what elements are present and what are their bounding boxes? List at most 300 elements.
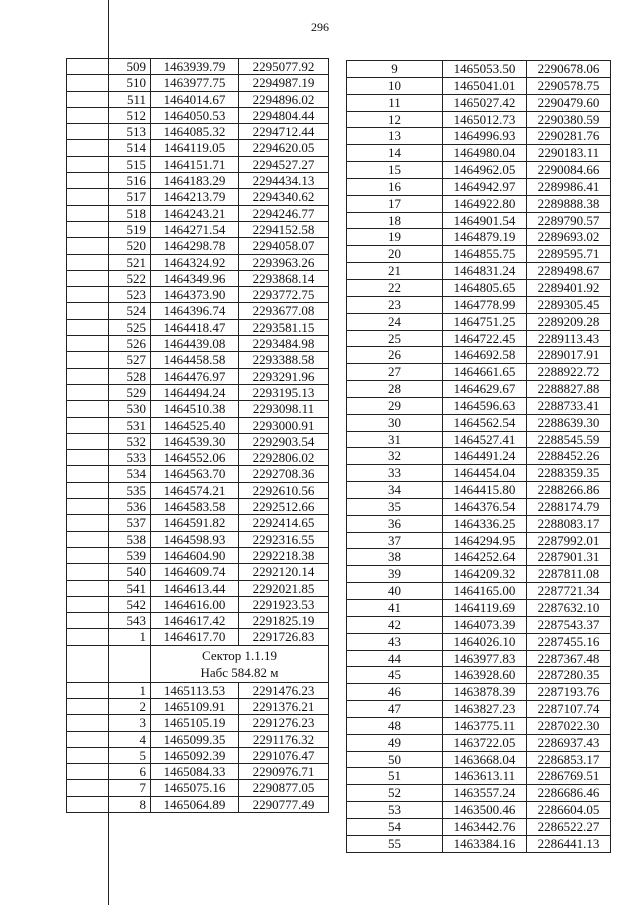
coord-x: 1465092.39	[151, 747, 239, 763]
point-number: 531	[67, 417, 151, 433]
table-row	[347, 246, 611, 263]
point-number: 20	[347, 246, 443, 263]
coord-x: 1464629.67	[443, 381, 527, 398]
sector-title: Сектор 1.1.19	[201, 647, 277, 663]
table-row	[67, 715, 329, 731]
point-number: 37	[347, 532, 443, 549]
point-number: 52	[347, 785, 443, 802]
coord-x: 1465064.89	[151, 796, 239, 812]
coord-y: 2293772.75	[239, 287, 329, 303]
coord-y: 2288359.35	[527, 465, 611, 482]
coord-y: 2288922.72	[527, 364, 611, 381]
coord-x: 1464085.32	[151, 124, 239, 140]
point-number: 518	[67, 205, 151, 221]
point-number: 539	[67, 547, 151, 563]
point-number: 29	[347, 397, 443, 414]
coord-y: 2289790.57	[527, 212, 611, 229]
table-row	[67, 780, 329, 796]
point-number: 534	[67, 466, 151, 482]
coordinates-table-left	[66, 58, 329, 813]
point-number: 519	[67, 221, 151, 237]
sector-header	[151, 645, 329, 682]
point-number: 525	[67, 319, 151, 335]
coord-y: 2290183.11	[527, 145, 611, 162]
coord-y: 2291276.23	[239, 715, 329, 731]
coord-y: 2290678.06	[527, 61, 611, 78]
point-number: 533	[67, 450, 151, 466]
point-number: 13	[347, 128, 443, 145]
coord-y: 2292708.36	[239, 466, 329, 482]
coord-x: 1464661.65	[443, 364, 527, 381]
point-number: 522	[67, 270, 151, 286]
coord-y: 2293581.15	[239, 319, 329, 335]
point-number: 34	[347, 482, 443, 499]
point-number: 517	[67, 189, 151, 205]
table-row	[347, 785, 611, 802]
coord-x: 1464376.54	[443, 498, 527, 515]
table-row	[67, 417, 329, 433]
coord-y: 2287811.08	[527, 566, 611, 583]
table-row	[67, 433, 329, 449]
point-number: 7	[67, 780, 151, 796]
table-row	[67, 515, 329, 531]
coord-x: 1463775.11	[443, 717, 527, 734]
coord-y: 2291176.32	[239, 731, 329, 747]
coord-x: 1464271.54	[151, 221, 239, 237]
coord-x: 1464373.90	[151, 287, 239, 303]
coord-x: 1464596.63	[443, 397, 527, 414]
table-row	[347, 802, 611, 819]
point-number: 17	[347, 195, 443, 212]
table-row	[347, 381, 611, 398]
point-number: 21	[347, 263, 443, 280]
point-number: 529	[67, 384, 151, 400]
coord-y: 2291376.21	[239, 698, 329, 714]
table-row	[67, 336, 329, 352]
coord-x: 1463500.46	[443, 802, 527, 819]
coord-y: 2289209.28	[527, 313, 611, 330]
coord-x: 1464574.21	[151, 482, 239, 498]
coord-x: 1463557.24	[443, 785, 527, 802]
table-row	[347, 717, 611, 734]
table-row	[67, 75, 329, 91]
coord-y: 2289888.38	[527, 195, 611, 212]
coord-x: 1464901.54	[443, 212, 527, 229]
coord-y: 2294987.19	[239, 75, 329, 91]
point-number: 521	[67, 254, 151, 270]
table-row	[347, 583, 611, 600]
point-number: 51	[347, 768, 443, 785]
point-number: 16	[347, 178, 443, 195]
coord-y: 2287193.76	[527, 684, 611, 701]
table-row	[67, 401, 329, 417]
point-number: 526	[67, 336, 151, 352]
point-number: 515	[67, 156, 151, 172]
table-row	[67, 747, 329, 763]
table-row	[347, 212, 611, 229]
coord-x: 1464050.53	[151, 107, 239, 123]
coord-x: 1464418.47	[151, 319, 239, 335]
table-row	[347, 498, 611, 515]
table-row	[347, 667, 611, 684]
table-row	[67, 384, 329, 400]
coord-y: 2292903.54	[239, 433, 329, 449]
point-number: 543	[67, 613, 151, 629]
coord-x: 1464336.25	[443, 515, 527, 532]
coord-y: 2294246.77	[239, 205, 329, 221]
coord-x: 1464598.93	[151, 531, 239, 547]
table-row	[347, 532, 611, 549]
table-row	[67, 499, 329, 515]
coord-x: 1464349.96	[151, 270, 239, 286]
coord-y: 2292806.02	[239, 450, 329, 466]
table-row	[67, 173, 329, 189]
coord-x: 1464562.54	[443, 414, 527, 431]
point-number: 11	[347, 94, 443, 111]
coord-x: 1463939.79	[151, 59, 239, 75]
coord-x: 1464563.70	[151, 466, 239, 482]
point-number: 24	[347, 313, 443, 330]
point-number: 42	[347, 616, 443, 633]
coord-y: 2293677.08	[239, 303, 329, 319]
table-row	[67, 124, 329, 140]
point-number: 28	[347, 381, 443, 398]
coord-x: 1464751.25	[443, 313, 527, 330]
coord-y: 2294620.05	[239, 140, 329, 156]
coord-y: 2294340.62	[239, 189, 329, 205]
coord-y: 2286937.43	[527, 734, 611, 751]
point-number: 536	[67, 499, 151, 515]
point-number: 537	[67, 515, 151, 531]
table-row	[347, 347, 611, 364]
coord-y: 2287721.34	[527, 583, 611, 600]
coord-y: 2287992.01	[527, 532, 611, 549]
point-number: 516	[67, 173, 151, 189]
table-row	[67, 221, 329, 237]
table-row	[347, 414, 611, 431]
point-number: 528	[67, 368, 151, 384]
coord-y: 2288174.79	[527, 498, 611, 515]
point-number: 3	[67, 715, 151, 731]
table-row	[347, 515, 611, 532]
coord-x: 1464613.44	[151, 580, 239, 596]
coord-y: 2287280.35	[527, 667, 611, 684]
point-number: 535	[67, 482, 151, 498]
coord-y: 2288452.26	[527, 448, 611, 465]
point-number: 27	[347, 364, 443, 381]
coord-x: 1464879.19	[443, 229, 527, 246]
coord-x: 1464552.06	[151, 450, 239, 466]
coord-y: 2289693.02	[527, 229, 611, 246]
coord-x: 1464491.24	[443, 448, 527, 465]
table-row	[67, 482, 329, 498]
coord-y: 2289113.43	[527, 330, 611, 347]
coord-x: 1464831.24	[443, 263, 527, 280]
coord-y: 2289986.41	[527, 178, 611, 195]
coord-x: 1464583.58	[151, 499, 239, 515]
coord-y: 2289498.67	[527, 263, 611, 280]
table-row	[67, 547, 329, 563]
point-number: 39	[347, 566, 443, 583]
table-row	[347, 229, 611, 246]
table-row	[347, 616, 611, 633]
table-row	[347, 296, 611, 313]
coord-x: 1464014.67	[151, 91, 239, 107]
coord-y: 2288639.30	[527, 414, 611, 431]
point-number: 19	[347, 229, 443, 246]
coord-y: 2291726.83	[239, 629, 329, 645]
coord-y: 2290479.60	[527, 94, 611, 111]
coord-x: 1465109.91	[151, 698, 239, 714]
table-row	[347, 633, 611, 650]
coord-x: 1464119.69	[443, 600, 527, 617]
table-row	[67, 596, 329, 612]
coord-y: 2286522.27	[527, 818, 611, 835]
point-number: 53	[347, 802, 443, 819]
coord-x: 1464539.30	[151, 433, 239, 449]
coord-y: 2287022.30	[527, 717, 611, 734]
coord-y: 2288545.59	[527, 431, 611, 448]
coord-x: 1464073.39	[443, 616, 527, 633]
coord-y: 2291476.23	[239, 682, 329, 698]
point-number: 25	[347, 330, 443, 347]
coord-y: 2292414.65	[239, 515, 329, 531]
coord-x: 1464617.42	[151, 613, 239, 629]
point-number: 46	[347, 684, 443, 701]
coord-x: 1464458.58	[151, 352, 239, 368]
coord-x: 1463722.05	[443, 734, 527, 751]
point-number: 538	[67, 531, 151, 547]
coord-y: 2287455.16	[527, 633, 611, 650]
table-row	[67, 368, 329, 384]
table-row	[347, 128, 611, 145]
coord-x: 1465027.42	[443, 94, 527, 111]
sector-header-row	[67, 645, 329, 682]
point-number: 523	[67, 287, 151, 303]
table-row	[347, 111, 611, 128]
point-number: 540	[67, 564, 151, 580]
coord-x: 1464855.75	[443, 246, 527, 263]
table-row	[67, 238, 329, 254]
coord-y: 2287632.10	[527, 600, 611, 617]
point-number: 542	[67, 596, 151, 612]
table-row	[347, 263, 611, 280]
coord-x: 1465113.53	[151, 682, 239, 698]
point-number: 38	[347, 549, 443, 566]
coord-y: 2292512.66	[239, 499, 329, 515]
table-row	[67, 731, 329, 747]
table-row	[347, 684, 611, 701]
table-row	[347, 313, 611, 330]
table-row	[67, 107, 329, 123]
point-number: 12	[347, 111, 443, 128]
table-row	[347, 162, 611, 179]
table-row	[67, 287, 329, 303]
point-number: 541	[67, 580, 151, 596]
coord-x: 1464616.00	[151, 596, 239, 612]
table-row	[347, 768, 611, 785]
coord-y: 2291076.47	[239, 747, 329, 763]
coord-y: 2290281.76	[527, 128, 611, 145]
coord-x: 1464778.99	[443, 296, 527, 313]
point-number: 9	[347, 61, 443, 78]
table-row	[67, 580, 329, 596]
coord-x: 1464252.64	[443, 549, 527, 566]
point-number: 10	[347, 77, 443, 94]
coord-y: 2292120.14	[239, 564, 329, 580]
coord-y: 2286441.13	[527, 835, 611, 852]
table-row	[347, 195, 611, 212]
coord-x: 1465105.19	[151, 715, 239, 731]
coord-x: 1464922.80	[443, 195, 527, 212]
point-number: 2	[67, 698, 151, 714]
table-row	[67, 156, 329, 172]
table-row	[347, 448, 611, 465]
coord-y: 2286769.51	[527, 768, 611, 785]
coord-x: 1464209.32	[443, 566, 527, 583]
point-number: 6	[67, 764, 151, 780]
point-number: 55	[347, 835, 443, 852]
coord-y: 2288733.41	[527, 397, 611, 414]
coord-y: 2286853.17	[527, 751, 611, 768]
point-number: 530	[67, 401, 151, 417]
table-row	[347, 818, 611, 835]
coord-y: 2290578.75	[527, 77, 611, 94]
point-number: 44	[347, 650, 443, 667]
point-number: 36	[347, 515, 443, 532]
coord-y: 2293484.98	[239, 336, 329, 352]
table-row	[347, 482, 611, 499]
table-row	[67, 682, 329, 698]
coord-x: 1465053.50	[443, 61, 527, 78]
sector-length: Набс 584.82 м	[200, 664, 279, 680]
coord-y: 2294896.02	[239, 91, 329, 107]
coord-x: 1465041.01	[443, 77, 527, 94]
coord-x: 1464942.97	[443, 178, 527, 195]
table-row	[347, 279, 611, 296]
point-number: 23	[347, 296, 443, 313]
coord-y: 2287543.37	[527, 616, 611, 633]
table-row	[67, 450, 329, 466]
table-row	[67, 59, 329, 75]
table-row	[347, 751, 611, 768]
coord-x: 1463977.83	[443, 650, 527, 667]
coord-y: 2294712.44	[239, 124, 329, 140]
coord-x: 1464996.93	[443, 128, 527, 145]
coord-x: 1463878.39	[443, 684, 527, 701]
point-number: 509	[67, 59, 151, 75]
table-row	[347, 61, 611, 78]
coord-x: 1463384.16	[443, 835, 527, 852]
coord-x: 1465084.33	[151, 764, 239, 780]
point-number: 4	[67, 731, 151, 747]
coord-x: 1463442.76	[443, 818, 527, 835]
point-number: 32	[347, 448, 443, 465]
point-number: 50	[347, 751, 443, 768]
coord-x: 1464324.92	[151, 254, 239, 270]
table-row	[347, 431, 611, 448]
coord-y: 2293195.13	[239, 384, 329, 400]
point-number: 512	[67, 107, 151, 123]
table-row	[67, 140, 329, 156]
coord-x: 1464980.04	[443, 145, 527, 162]
coord-y: 2293963.26	[239, 254, 329, 270]
table-row	[347, 364, 611, 381]
table-row	[67, 303, 329, 319]
coord-y: 2293098.11	[239, 401, 329, 417]
coord-y: 2290084.66	[527, 162, 611, 179]
coord-y: 2290976.71	[239, 764, 329, 780]
coord-y: 2289595.71	[527, 246, 611, 263]
coord-x: 1464805.65	[443, 279, 527, 296]
point-number: 524	[67, 303, 151, 319]
point-number: 54	[347, 818, 443, 835]
coord-y: 2286686.46	[527, 785, 611, 802]
coord-x: 1463977.75	[151, 75, 239, 91]
point-number: 513	[67, 124, 151, 140]
table-row	[67, 254, 329, 270]
coord-y: 2291923.53	[239, 596, 329, 612]
table-row	[347, 701, 611, 718]
coord-y: 2289401.92	[527, 279, 611, 296]
point-number: 532	[67, 433, 151, 449]
point-number: 26	[347, 347, 443, 364]
coord-y: 2290777.49	[239, 796, 329, 812]
coord-y: 2294434.13	[239, 173, 329, 189]
point-number: 47	[347, 701, 443, 718]
coord-x: 1464119.05	[151, 140, 239, 156]
point-number: 30	[347, 414, 443, 431]
point-number: 15	[347, 162, 443, 179]
coord-y: 2292610.56	[239, 482, 329, 498]
coord-y: 2293388.58	[239, 352, 329, 368]
table-row	[67, 91, 329, 107]
coord-x: 1465099.35	[151, 731, 239, 747]
coord-y: 2292021.85	[239, 580, 329, 596]
table-row	[67, 319, 329, 335]
point-number: 43	[347, 633, 443, 650]
coord-y: 2294058.07	[239, 238, 329, 254]
coord-x: 1463613.11	[443, 768, 527, 785]
coord-y: 2290380.59	[527, 111, 611, 128]
coord-x: 1464294.95	[443, 532, 527, 549]
coord-x: 1465012.73	[443, 111, 527, 128]
coord-y: 2287367.48	[527, 650, 611, 667]
table-row	[347, 397, 611, 414]
coord-y: 2294804.44	[239, 107, 329, 123]
table-row	[67, 629, 329, 645]
coord-y: 2290877.05	[239, 780, 329, 796]
coord-x: 1463928.60	[443, 667, 527, 684]
table-row	[347, 145, 611, 162]
coordinates-table-right	[346, 60, 611, 853]
table-row	[347, 566, 611, 583]
point-number: 514	[67, 140, 151, 156]
table-row	[67, 698, 329, 714]
point-number: 18	[347, 212, 443, 229]
coord-y: 2293868.14	[239, 270, 329, 286]
coord-x: 1464617.70	[151, 629, 239, 645]
table-row	[67, 613, 329, 629]
coord-x: 1464183.29	[151, 173, 239, 189]
table-row	[347, 465, 611, 482]
point-number: 22	[347, 279, 443, 296]
point-number: 49	[347, 734, 443, 751]
table-row	[67, 270, 329, 286]
table-row	[347, 549, 611, 566]
point-number: 31	[347, 431, 443, 448]
coord-x: 1464692.58	[443, 347, 527, 364]
